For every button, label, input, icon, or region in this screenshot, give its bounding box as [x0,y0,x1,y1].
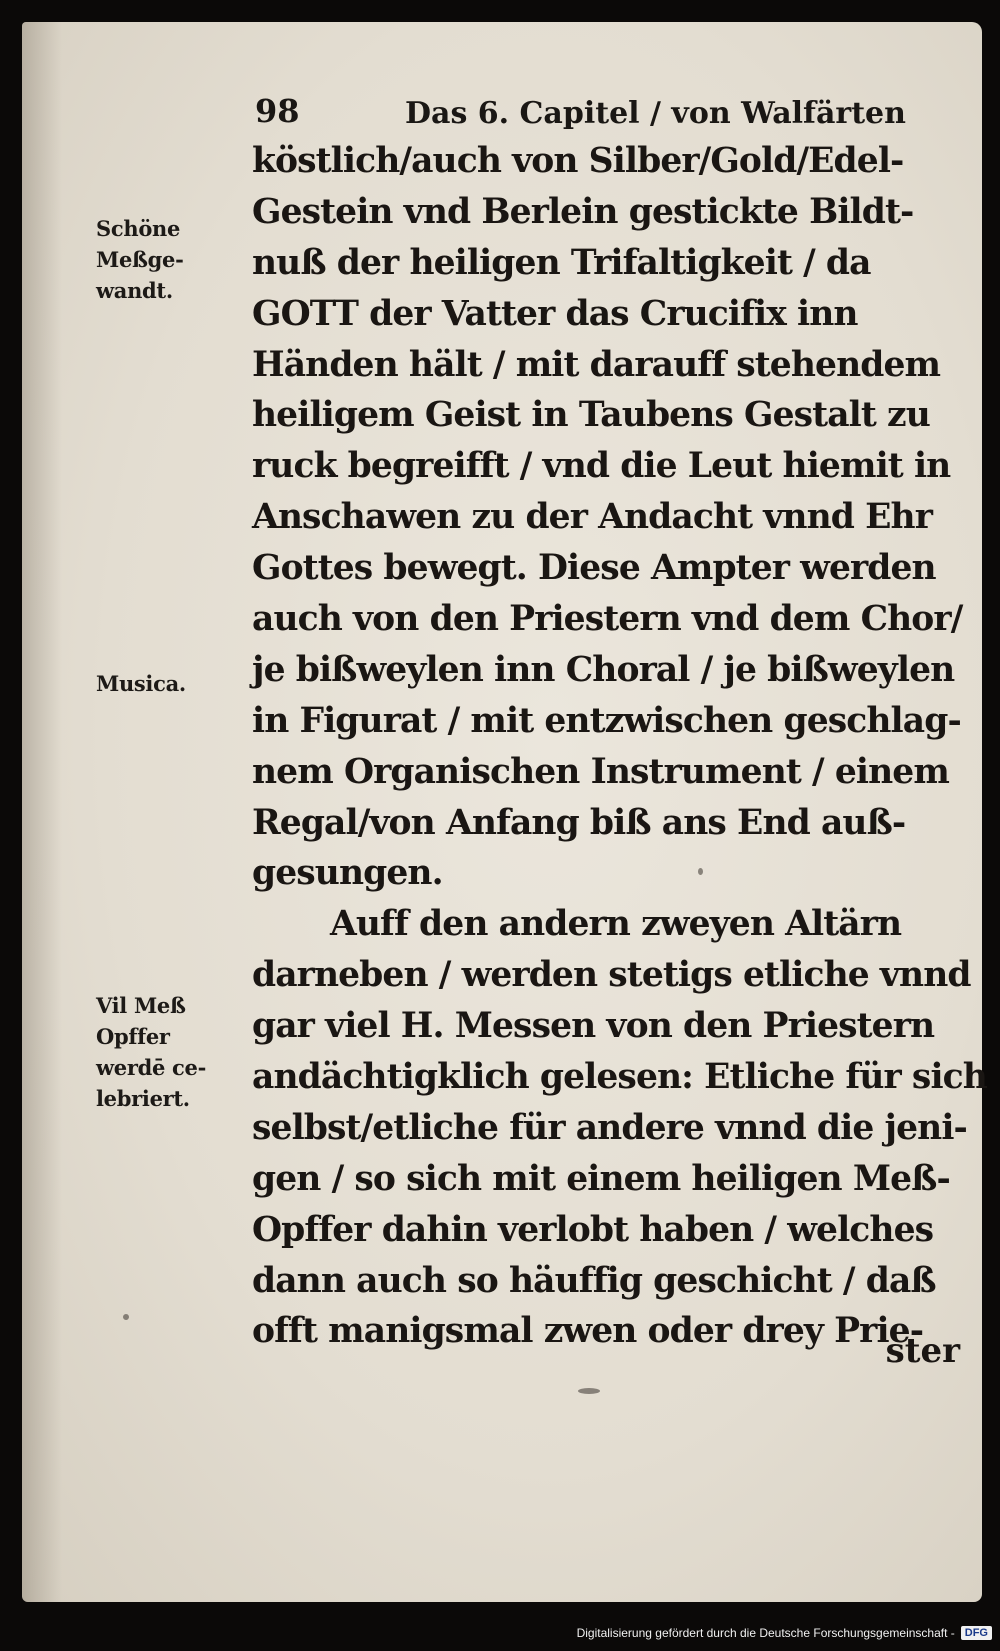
text-line: auch von den Priestern vnd dem Chor/ [252,599,963,640]
margin-note-line: Schöne [96,216,181,241]
text-line: gen / so sich mit einem heiligen Meß- [252,1158,950,1199]
running-head: Das 6. Capitel / von Walfärten [405,96,906,131]
footer-credit: Digitalisierung gefördert durch die Deutsche Forschungsgemeinschaft - [576,1626,955,1640]
text-line: Gottes bewegt. Diese Ampter werden [252,548,936,589]
text-line: Anschawen zu der Andacht vnnd Ehr [252,497,932,538]
margin-note-line: Vil Meß [96,993,186,1018]
ink-smudge [578,1388,600,1394]
text-line: dann auch so häuffig geschicht / daß [252,1260,936,1301]
page-gutter-shadow [22,22,62,1602]
text-line: gesungen. [252,853,443,894]
text-line: Gestein vnd Berlein gestickte Bildt- [252,191,914,232]
page-header [255,92,955,136]
margin-note-line: Opffer [96,1024,170,1049]
text-line: GOTT der Vatter das Crucifix inn [252,293,858,334]
text-line: darneben / werden stetigs etliche vnnd [252,955,971,996]
text-line: nuß der heiligen Trifaltigkeit / da [252,242,871,283]
page-number: 98 [255,92,300,130]
text-line: ruck begreifft / vnd die Leut hiemit in [252,446,951,487]
margin-note-musica [96,668,246,699]
text-line: je bißweylen inn Choral / je bißweylen [252,649,955,690]
margin-note-messopffer [96,990,246,1114]
margin-note-line: wandt. [96,278,173,303]
catchword: ster [885,1331,960,1371]
text-line: Händen hält / mit darauff stehendem [252,344,941,385]
dfg-logo-icon: DFG [961,1626,992,1640]
margin-note-line: werdē ce- [96,1055,207,1080]
margin-note-line: Meßge- [96,247,184,272]
text-line: nem Organischen Instrument / einem [252,751,949,792]
text-line: in Figurat / mit entzwischen geschlag- [252,700,961,741]
text-line: andächtigklich gelesen: Etliche für sich [252,1057,987,1098]
text-line: heiligem Geist in Taubens Gestalt zu [252,395,930,436]
margin-note-messgewandt [96,213,246,306]
margin-note-line: lebriert. [96,1086,190,1111]
text-line: selbst/etliche für andere vnnd die jeni- [252,1107,967,1148]
text-line: köstlich/auch von Silber/Gold/Edel- [252,141,904,181]
text-line: Opffer dahin verlobt haben / welches [252,1209,934,1250]
digitization-footer [577,1621,992,1645]
body-text [252,136,987,1357]
text-line: gar viel H. Messen von den Priestern [252,1006,935,1047]
text-line-paragraph-start: Auff den andern zweyen Altärn [330,904,902,945]
ink-speck [698,868,703,875]
text-line: offt manigsmal zwen oder drey Prie- [252,1311,924,1352]
margin-note-line: Musica. [96,671,186,696]
text-line: Regal/von Anfang biß ans End auß- [252,802,906,843]
ink-speck [123,1314,129,1320]
